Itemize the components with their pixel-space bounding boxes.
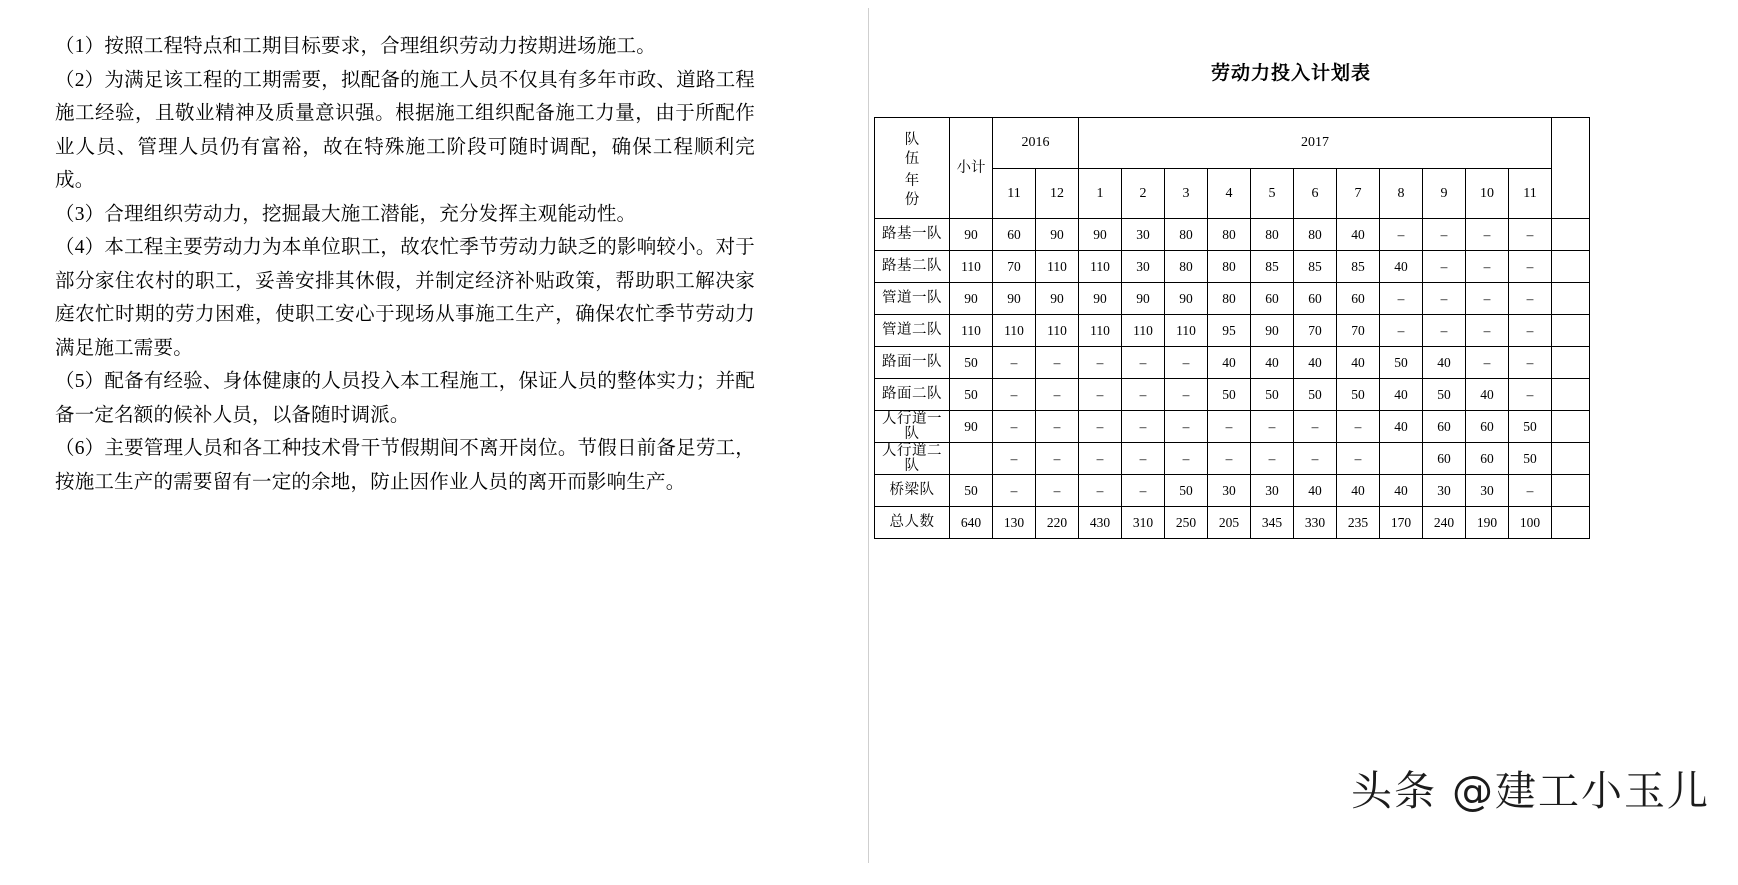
row-cell: 80 <box>1208 251 1251 283</box>
row-cell: 40 <box>1466 379 1509 411</box>
table-row <box>875 443 1590 475</box>
row-cell: – <box>1122 443 1165 475</box>
row-cell: 30 <box>1423 475 1466 507</box>
row-cell: – <box>993 475 1036 507</box>
row-cell: 60 <box>1251 283 1294 315</box>
paragraph-6: （6）主要管理人员和各工种技术骨干节假期间不离开岗位。节假日前备足劳工，按施工生产的需要留有一定的余地，防止因作业人员的离开而影响生产。 <box>55 438 755 493</box>
labor-table-container <box>870 117 1730 539</box>
header-month-5: 5 <box>1251 168 1294 219</box>
corner-year-label: 年 份 <box>904 173 920 208</box>
row-cell: – <box>1509 315 1552 347</box>
row-cell: 90 <box>1079 219 1122 251</box>
paragraph-4: （4）本工程主要劳动力为本单位职工，故农忙季节劳动力缺乏的影响较小。对于部分家住农村的职工，妥善安排其休假，并制定经济补贴政策，帮助职工解决家庭农忙时期的劳力困难，使职工安心于现场从事施工生产，确保农忙季节劳动力满足施工需要。 <box>55 237 755 359</box>
row-cell: 30 <box>1122 219 1165 251</box>
row-cell: – <box>1036 411 1079 443</box>
row-cell: 85 <box>1337 251 1380 283</box>
row-cell: 110 <box>1036 315 1079 347</box>
row-cell: 85 <box>1294 251 1337 283</box>
row-cell: 345 <box>1251 507 1294 539</box>
header-month-6: 6 <box>1294 168 1337 219</box>
row-tail-cell <box>1552 251 1590 283</box>
row-cell: 205 <box>1208 507 1251 539</box>
row-team-name: 管道二队 <box>875 315 950 347</box>
row-team-name: 人行道二队 <box>875 443 950 475</box>
row-cell: 95 <box>1208 315 1251 347</box>
row-cell: 220 <box>1036 507 1079 539</box>
row-subtotal: 640 <box>950 507 993 539</box>
row-cell: – <box>1466 315 1509 347</box>
row-cell: – <box>1079 379 1122 411</box>
row-tail-cell <box>1552 283 1590 315</box>
row-cell: 30 <box>1251 475 1294 507</box>
row-cell: – <box>993 443 1036 475</box>
labor-plan-table <box>874 117 1590 539</box>
row-cell: – <box>1380 283 1423 315</box>
row-cell: – <box>1165 443 1208 475</box>
header-month-11: 11 <box>1509 168 1552 219</box>
row-cell: 40 <box>1380 379 1423 411</box>
table-row <box>875 283 1590 315</box>
corner-team-label: 队 伍 <box>904 132 920 167</box>
row-cell: 85 <box>1251 251 1294 283</box>
row-cell: – <box>1509 347 1552 379</box>
table-row <box>875 475 1590 507</box>
row-cell: – <box>1509 283 1552 315</box>
watermark: 头条 @建工小玉儿 <box>1350 767 1710 815</box>
header-month-11: 11 <box>993 168 1036 219</box>
row-cell: – <box>1466 219 1509 251</box>
row-cell: – <box>1337 411 1380 443</box>
row-cell: – <box>993 411 1036 443</box>
row-team-name: 桥梁队 <box>875 475 950 507</box>
row-cell: – <box>1337 443 1380 475</box>
row-team-name: 路面二队 <box>875 379 950 411</box>
row-cell: – <box>1208 411 1251 443</box>
row-cell: 50 <box>1294 379 1337 411</box>
row-cell: – <box>1165 411 1208 443</box>
row-cell: 40 <box>1294 347 1337 379</box>
row-cell: 30 <box>1208 475 1251 507</box>
table-row <box>875 347 1590 379</box>
row-cell: 50 <box>1423 379 1466 411</box>
header-month-12: 12 <box>1036 168 1079 219</box>
row-cell: – <box>1122 379 1165 411</box>
row-cell: 90 <box>1079 283 1122 315</box>
row-cell: 40 <box>1380 251 1423 283</box>
row-cell: – <box>1036 475 1079 507</box>
row-cell: 40 <box>1337 475 1380 507</box>
header-month-10: 10 <box>1466 168 1509 219</box>
row-subtotal: 110 <box>950 251 993 283</box>
row-team-name: 总人数 <box>875 507 950 539</box>
row-cell: – <box>993 379 1036 411</box>
header-year-2017: 2017 <box>1079 118 1552 169</box>
row-cell: 310 <box>1122 507 1165 539</box>
row-cell: 110 <box>993 315 1036 347</box>
row-cell: – <box>1208 443 1251 475</box>
row-cell: 50 <box>1337 379 1380 411</box>
paragraph-3: （3）合理组织劳动力，挖掘最大施工潜能，充分发挥主观能动性。 <box>55 203 637 225</box>
row-cell: – <box>1079 347 1122 379</box>
row-cell: – <box>1509 219 1552 251</box>
row-cell: 110 <box>1122 315 1165 347</box>
row-cell: 40 <box>1251 347 1294 379</box>
row-cell: – <box>1423 315 1466 347</box>
header-corner-cell <box>875 118 950 219</box>
row-cell: 60 <box>1466 411 1509 443</box>
paragraph-2: （2）为满足该工程的工期需要，拟配备的施工人员不仅具有多年市政、道路工程施工经验，且敬业精神及质量意识强。根据施工组织配备施工力量，由于所配作业人员、管理人员仍有富裕，故在特殊施工阶段可随时调配，确保工程顺利完成。 <box>55 69 755 191</box>
row-cell: – <box>1509 475 1552 507</box>
row-cell: – <box>1122 475 1165 507</box>
row-subtotal: 50 <box>950 347 993 379</box>
paragraph-1: （1）按照工程特点和工期目标要求，合理组织劳动力按期进场施工。 <box>55 36 656 57</box>
row-cell: 60 <box>993 219 1036 251</box>
row-cell: 80 <box>1165 251 1208 283</box>
header-month-7: 7 <box>1337 168 1380 219</box>
row-cell: 70 <box>1337 315 1380 347</box>
row-cell: 100 <box>1509 507 1552 539</box>
row-cell: 40 <box>1380 411 1423 443</box>
row-cell: 235 <box>1337 507 1380 539</box>
row-subtotal: 90 <box>950 283 993 315</box>
row-cell: 50 <box>1165 475 1208 507</box>
header-month-3: 3 <box>1165 168 1208 219</box>
row-cell: – <box>1251 443 1294 475</box>
row-subtotal: 90 <box>950 219 993 251</box>
row-cell: 30 <box>1466 475 1509 507</box>
row-cell: 110 <box>1079 251 1122 283</box>
row-tail-cell <box>1552 507 1590 539</box>
row-cell: – <box>1079 411 1122 443</box>
row-tail-cell <box>1552 347 1590 379</box>
row-cell: 240 <box>1423 507 1466 539</box>
row-cell: 90 <box>1036 283 1079 315</box>
row-cell: – <box>1509 379 1552 411</box>
row-cell: – <box>993 347 1036 379</box>
row-cell: – <box>1423 283 1466 315</box>
row-tail-cell <box>1552 315 1590 347</box>
row-cell: – <box>1079 443 1122 475</box>
row-cell: 80 <box>1251 219 1294 251</box>
row-cell: 40 <box>1294 475 1337 507</box>
row-cell: 250 <box>1165 507 1208 539</box>
row-cell: 60 <box>1423 443 1466 475</box>
row-cell: 170 <box>1380 507 1423 539</box>
row-cell: 70 <box>993 251 1036 283</box>
table-column <box>870 40 1730 539</box>
table-row <box>875 507 1590 539</box>
row-subtotal: 50 <box>950 475 993 507</box>
row-cell: 40 <box>1380 475 1423 507</box>
row-tail-cell <box>1552 379 1590 411</box>
row-cell: 80 <box>1165 219 1208 251</box>
table-row <box>875 315 1590 347</box>
row-cell: 90 <box>1122 283 1165 315</box>
row-cell: 70 <box>1294 315 1337 347</box>
row-cell: – <box>1466 283 1509 315</box>
row-subtotal: 110 <box>950 315 993 347</box>
table-row <box>875 379 1590 411</box>
row-cell: 50 <box>1208 379 1251 411</box>
header-tail-cell <box>1552 118 1590 219</box>
row-cell: – <box>1036 347 1079 379</box>
row-cell: 40 <box>1337 347 1380 379</box>
text-column <box>55 30 755 499</box>
row-cell: – <box>1079 475 1122 507</box>
row-cell: 130 <box>993 507 1036 539</box>
row-cell: – <box>1423 251 1466 283</box>
row-tail-cell <box>1552 443 1590 475</box>
row-cell: – <box>1251 411 1294 443</box>
row-cell: 40 <box>1208 347 1251 379</box>
row-subtotal: 90 <box>950 411 993 443</box>
row-team-name: 人行道一队 <box>875 411 950 443</box>
row-cell: 430 <box>1079 507 1122 539</box>
row-cell: 80 <box>1208 283 1251 315</box>
row-team-name: 路基二队 <box>875 251 950 283</box>
row-cell: – <box>1036 443 1079 475</box>
row-tail-cell <box>1552 219 1590 251</box>
row-subtotal <box>950 443 993 475</box>
header-month-8: 8 <box>1380 168 1423 219</box>
row-cell: – <box>1423 219 1466 251</box>
row-cell: 50 <box>1509 411 1552 443</box>
table-row <box>875 251 1590 283</box>
row-cell: 40 <box>1423 347 1466 379</box>
row-cell: 60 <box>1294 283 1337 315</box>
row-cell: 50 <box>1509 443 1552 475</box>
row-cell: – <box>1294 411 1337 443</box>
row-cell: 80 <box>1294 219 1337 251</box>
row-cell: 90 <box>1165 283 1208 315</box>
header-subtotal: 小计 <box>950 118 993 219</box>
column-divider <box>868 8 869 863</box>
row-cell: 90 <box>993 283 1036 315</box>
row-tail-cell <box>1552 411 1590 443</box>
row-cell: – <box>1122 347 1165 379</box>
row-cell: – <box>1165 347 1208 379</box>
row-cell: 110 <box>1165 315 1208 347</box>
header-month-9: 9 <box>1423 168 1466 219</box>
row-team-name: 路面一队 <box>875 347 950 379</box>
row-team-name: 管道一队 <box>875 283 950 315</box>
row-cell: – <box>1294 443 1337 475</box>
row-cell: – <box>1165 379 1208 411</box>
row-cell: 60 <box>1337 283 1380 315</box>
header-month-4: 4 <box>1208 168 1251 219</box>
row-subtotal: 50 <box>950 379 993 411</box>
row-cell: – <box>1036 379 1079 411</box>
table-row <box>875 411 1590 443</box>
row-cell: 30 <box>1122 251 1165 283</box>
row-tail-cell <box>1552 475 1590 507</box>
row-cell: 110 <box>1079 315 1122 347</box>
header-month-1: 1 <box>1079 168 1122 219</box>
row-cell: 110 <box>1036 251 1079 283</box>
row-cell: 90 <box>1036 219 1079 251</box>
row-cell: 60 <box>1423 411 1466 443</box>
row-cell: 50 <box>1380 347 1423 379</box>
row-cell: 40 <box>1337 219 1380 251</box>
table-header-row-year <box>875 118 1590 169</box>
row-cell: – <box>1466 347 1509 379</box>
row-cell <box>1380 443 1423 475</box>
row-cell: 50 <box>1251 379 1294 411</box>
row-cell: 330 <box>1294 507 1337 539</box>
table-title: 劳动力投入计划表 <box>1210 63 1371 84</box>
row-cell: 80 <box>1208 219 1251 251</box>
row-cell: – <box>1122 411 1165 443</box>
row-cell: – <box>1380 219 1423 251</box>
row-cell: – <box>1380 315 1423 347</box>
table-row <box>875 219 1590 251</box>
row-team-name: 路基一队 <box>875 219 950 251</box>
row-cell: – <box>1466 251 1509 283</box>
row-cell: 60 <box>1466 443 1509 475</box>
row-cell: 90 <box>1251 315 1294 347</box>
header-year-2016: 2016 <box>993 118 1079 169</box>
row-cell: 190 <box>1466 507 1509 539</box>
header-month-2: 2 <box>1122 168 1165 219</box>
paragraph-5: （5）配备有经验、身体健康的人员投入本工程施工，保证人员的整体实力；并配备一定名额的候补人员，以备随时调派。 <box>55 371 755 426</box>
row-cell: – <box>1509 251 1552 283</box>
